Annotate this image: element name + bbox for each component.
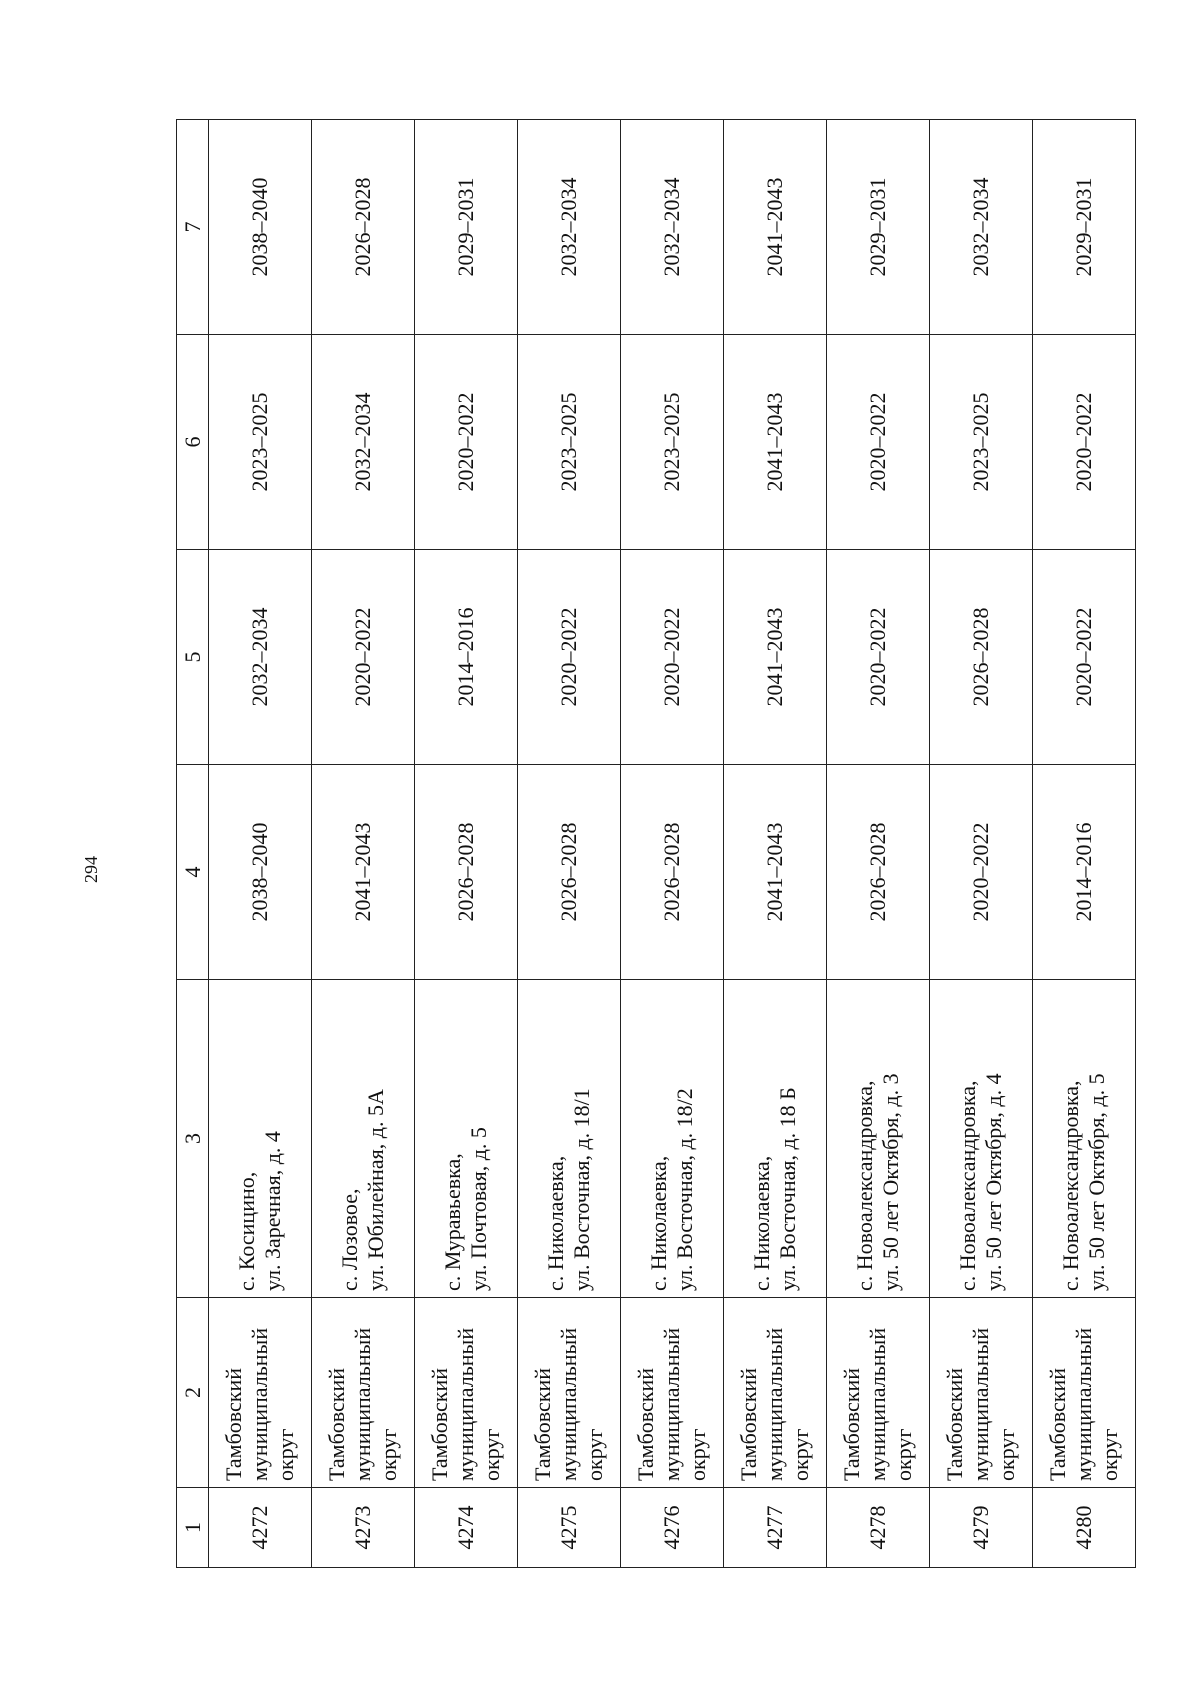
- district-cell: [724, 1298, 827, 1488]
- district-cell: [827, 1298, 930, 1488]
- address-line: с. Николаевка,: [749, 1155, 774, 1291]
- period-cell: 2026–2028: [518, 765, 621, 980]
- row-number: 4277: [724, 1488, 827, 1568]
- column-number: 4: [177, 765, 209, 980]
- period-cell: 2026–2028: [827, 765, 930, 980]
- period-cell: 2023–2025: [930, 335, 1033, 550]
- address-line: ул. 50 лет Октября, д. 5: [1084, 1073, 1109, 1291]
- table-row: [312, 120, 415, 1568]
- district-line: Тамбовский: [221, 1367, 246, 1481]
- district-line: Тамбовский: [736, 1367, 761, 1481]
- address-line: с. Муравьевка,: [440, 1153, 465, 1291]
- column-number: 1: [177, 1488, 209, 1568]
- address-cell: [930, 980, 1033, 1298]
- district-line: муниципальный: [1071, 1327, 1096, 1481]
- row-number: 4273: [312, 1488, 415, 1568]
- district-line: муниципальный: [762, 1327, 787, 1481]
- district-line: Тамбовский: [530, 1367, 555, 1481]
- address-line: ул. 50 лет Октября, д. 3: [878, 1073, 903, 1291]
- period-cell: 2020–2022: [415, 335, 518, 550]
- period-cell: 2020–2022: [1033, 335, 1136, 550]
- address-line: с. Николаевка,: [543, 1155, 568, 1291]
- district-line: Тамбовский: [427, 1367, 452, 1481]
- address-line: с. Косицино,: [234, 1171, 259, 1291]
- district-line: муниципальный: [659, 1327, 684, 1481]
- address-cell: [209, 980, 312, 1298]
- district-line: округ: [582, 1428, 607, 1481]
- address-cell: [312, 980, 415, 1298]
- period-cell: 2029–2031: [415, 120, 518, 335]
- address-line: с. Новоалександровка,: [852, 1080, 877, 1291]
- row-number: 4275: [518, 1488, 621, 1568]
- district-line: муниципальный: [968, 1327, 993, 1481]
- address-line: ул. Восточная, д. 18/1: [569, 1088, 594, 1291]
- address-cell: [827, 980, 930, 1298]
- district-cell: [415, 1298, 518, 1488]
- table-row: [1033, 120, 1136, 1568]
- period-cell: 2020–2022: [827, 335, 930, 550]
- district-cell: [209, 1298, 312, 1488]
- table-row: [930, 120, 1033, 1568]
- period-cell: 2014–2016: [1033, 765, 1136, 980]
- period-cell: 2029–2031: [1033, 120, 1136, 335]
- column-number: 7: [177, 120, 209, 335]
- period-cell: 2041–2043: [312, 765, 415, 980]
- period-cell: 2020–2022: [621, 550, 724, 765]
- period-cell: 2014–2016: [415, 550, 518, 765]
- table-row: [621, 120, 724, 1568]
- column-number: 2: [177, 1298, 209, 1488]
- period-cell: 2026–2028: [621, 765, 724, 980]
- district-line: муниципальный: [350, 1327, 375, 1481]
- district-cell: [518, 1298, 621, 1488]
- address-cell: [724, 980, 827, 1298]
- period-cell: 2041–2043: [724, 550, 827, 765]
- period-cell: 2023–2025: [209, 335, 312, 550]
- address-cell: [518, 980, 621, 1298]
- district-line: Тамбовский: [942, 1367, 967, 1481]
- column-number: 6: [177, 335, 209, 550]
- period-cell: 2020–2022: [1033, 550, 1136, 765]
- district-line: округ: [788, 1428, 813, 1481]
- period-cell: 2023–2025: [518, 335, 621, 550]
- period-cell: 2026–2028: [930, 550, 1033, 765]
- period-cell: 2029–2031: [827, 120, 930, 335]
- table-row: [415, 120, 518, 1568]
- address-cell: [1033, 980, 1136, 1298]
- table-wrapper: [176, 120, 1136, 1568]
- period-cell: 2041–2043: [724, 335, 827, 550]
- district-line: муниципальный: [556, 1327, 581, 1481]
- address-line: ул. Юбилейная, д. 5А: [363, 1089, 388, 1291]
- address-line: ул. Заречная, д. 4: [260, 1131, 285, 1291]
- district-line: муниципальный: [865, 1327, 890, 1481]
- address-line: с. Николаевка,: [646, 1155, 671, 1291]
- district-line: Тамбовский: [324, 1367, 349, 1481]
- row-number: 4279: [930, 1488, 1033, 1568]
- period-cell: 2038–2040: [209, 765, 312, 980]
- district-cell: [930, 1298, 1033, 1488]
- address-line: ул. Восточная, д. 18/2: [672, 1088, 697, 1291]
- period-cell: 2020–2022: [930, 765, 1033, 980]
- period-cell: 2026–2028: [415, 765, 518, 980]
- district-line: округ: [479, 1428, 504, 1481]
- period-cell: 2020–2022: [518, 550, 621, 765]
- row-number: 4278: [827, 1488, 930, 1568]
- row-number: 4274: [415, 1488, 518, 1568]
- column-number: 3: [177, 980, 209, 1298]
- period-cell: 2032–2034: [209, 550, 312, 765]
- district-line: округ: [376, 1428, 401, 1481]
- period-cell: 2041–2043: [724, 120, 827, 335]
- table-row: [518, 120, 621, 1568]
- row-number: 4276: [621, 1488, 724, 1568]
- table-row: [209, 120, 312, 1568]
- row-number: 4280: [1033, 1488, 1136, 1568]
- period-cell: 2032–2034: [312, 335, 415, 550]
- column-number: 5: [177, 550, 209, 765]
- period-cell: 2032–2034: [930, 120, 1033, 335]
- page-number: 294: [81, 856, 101, 884]
- district-line: муниципальный: [247, 1327, 272, 1481]
- district-line: муниципальный: [453, 1327, 478, 1481]
- district-line: округ: [1097, 1428, 1122, 1481]
- period-cell: 2023–2025: [621, 335, 724, 550]
- address-line: ул. Восточная, д. 18 Б: [775, 1087, 800, 1291]
- period-cell: 2032–2034: [518, 120, 621, 335]
- address-cell: [415, 980, 518, 1298]
- district-line: округ: [994, 1428, 1019, 1481]
- period-cell: 2020–2022: [312, 550, 415, 765]
- district-cell: [1033, 1298, 1136, 1488]
- period-cell: 2041–2043: [724, 765, 827, 980]
- housing-schedule-table: [176, 119, 1136, 1568]
- district-line: Тамбовский: [633, 1367, 658, 1481]
- address-line: с. Новоалександровка,: [1058, 1080, 1083, 1291]
- row-number: 4272: [209, 1488, 312, 1568]
- rotated-table-area: [176, 120, 1136, 1568]
- column-number-row: [177, 120, 209, 1568]
- district-line: округ: [891, 1428, 916, 1481]
- address-line: с. Лозовое,: [337, 1188, 362, 1291]
- table-row: [724, 120, 827, 1568]
- district-line: округ: [273, 1428, 298, 1481]
- period-cell: 2026–2028: [312, 120, 415, 335]
- period-cell: 2038–2040: [209, 120, 312, 335]
- district-cell: [312, 1298, 415, 1488]
- district-line: Тамбовский: [839, 1367, 864, 1481]
- address-line: ул. Почтовая, д. 5: [466, 1127, 491, 1291]
- address-line: ул. 50 лет Октября, д. 4: [981, 1073, 1006, 1291]
- district-line: Тамбовский: [1045, 1367, 1070, 1481]
- period-cell: 2020–2022: [827, 550, 930, 765]
- district-line: округ: [685, 1428, 710, 1481]
- table-row: [827, 120, 930, 1568]
- district-cell: [621, 1298, 724, 1488]
- address-line: с. Новоалександровка,: [955, 1080, 980, 1291]
- period-cell: 2032–2034: [621, 120, 724, 335]
- address-cell: [621, 980, 724, 1298]
